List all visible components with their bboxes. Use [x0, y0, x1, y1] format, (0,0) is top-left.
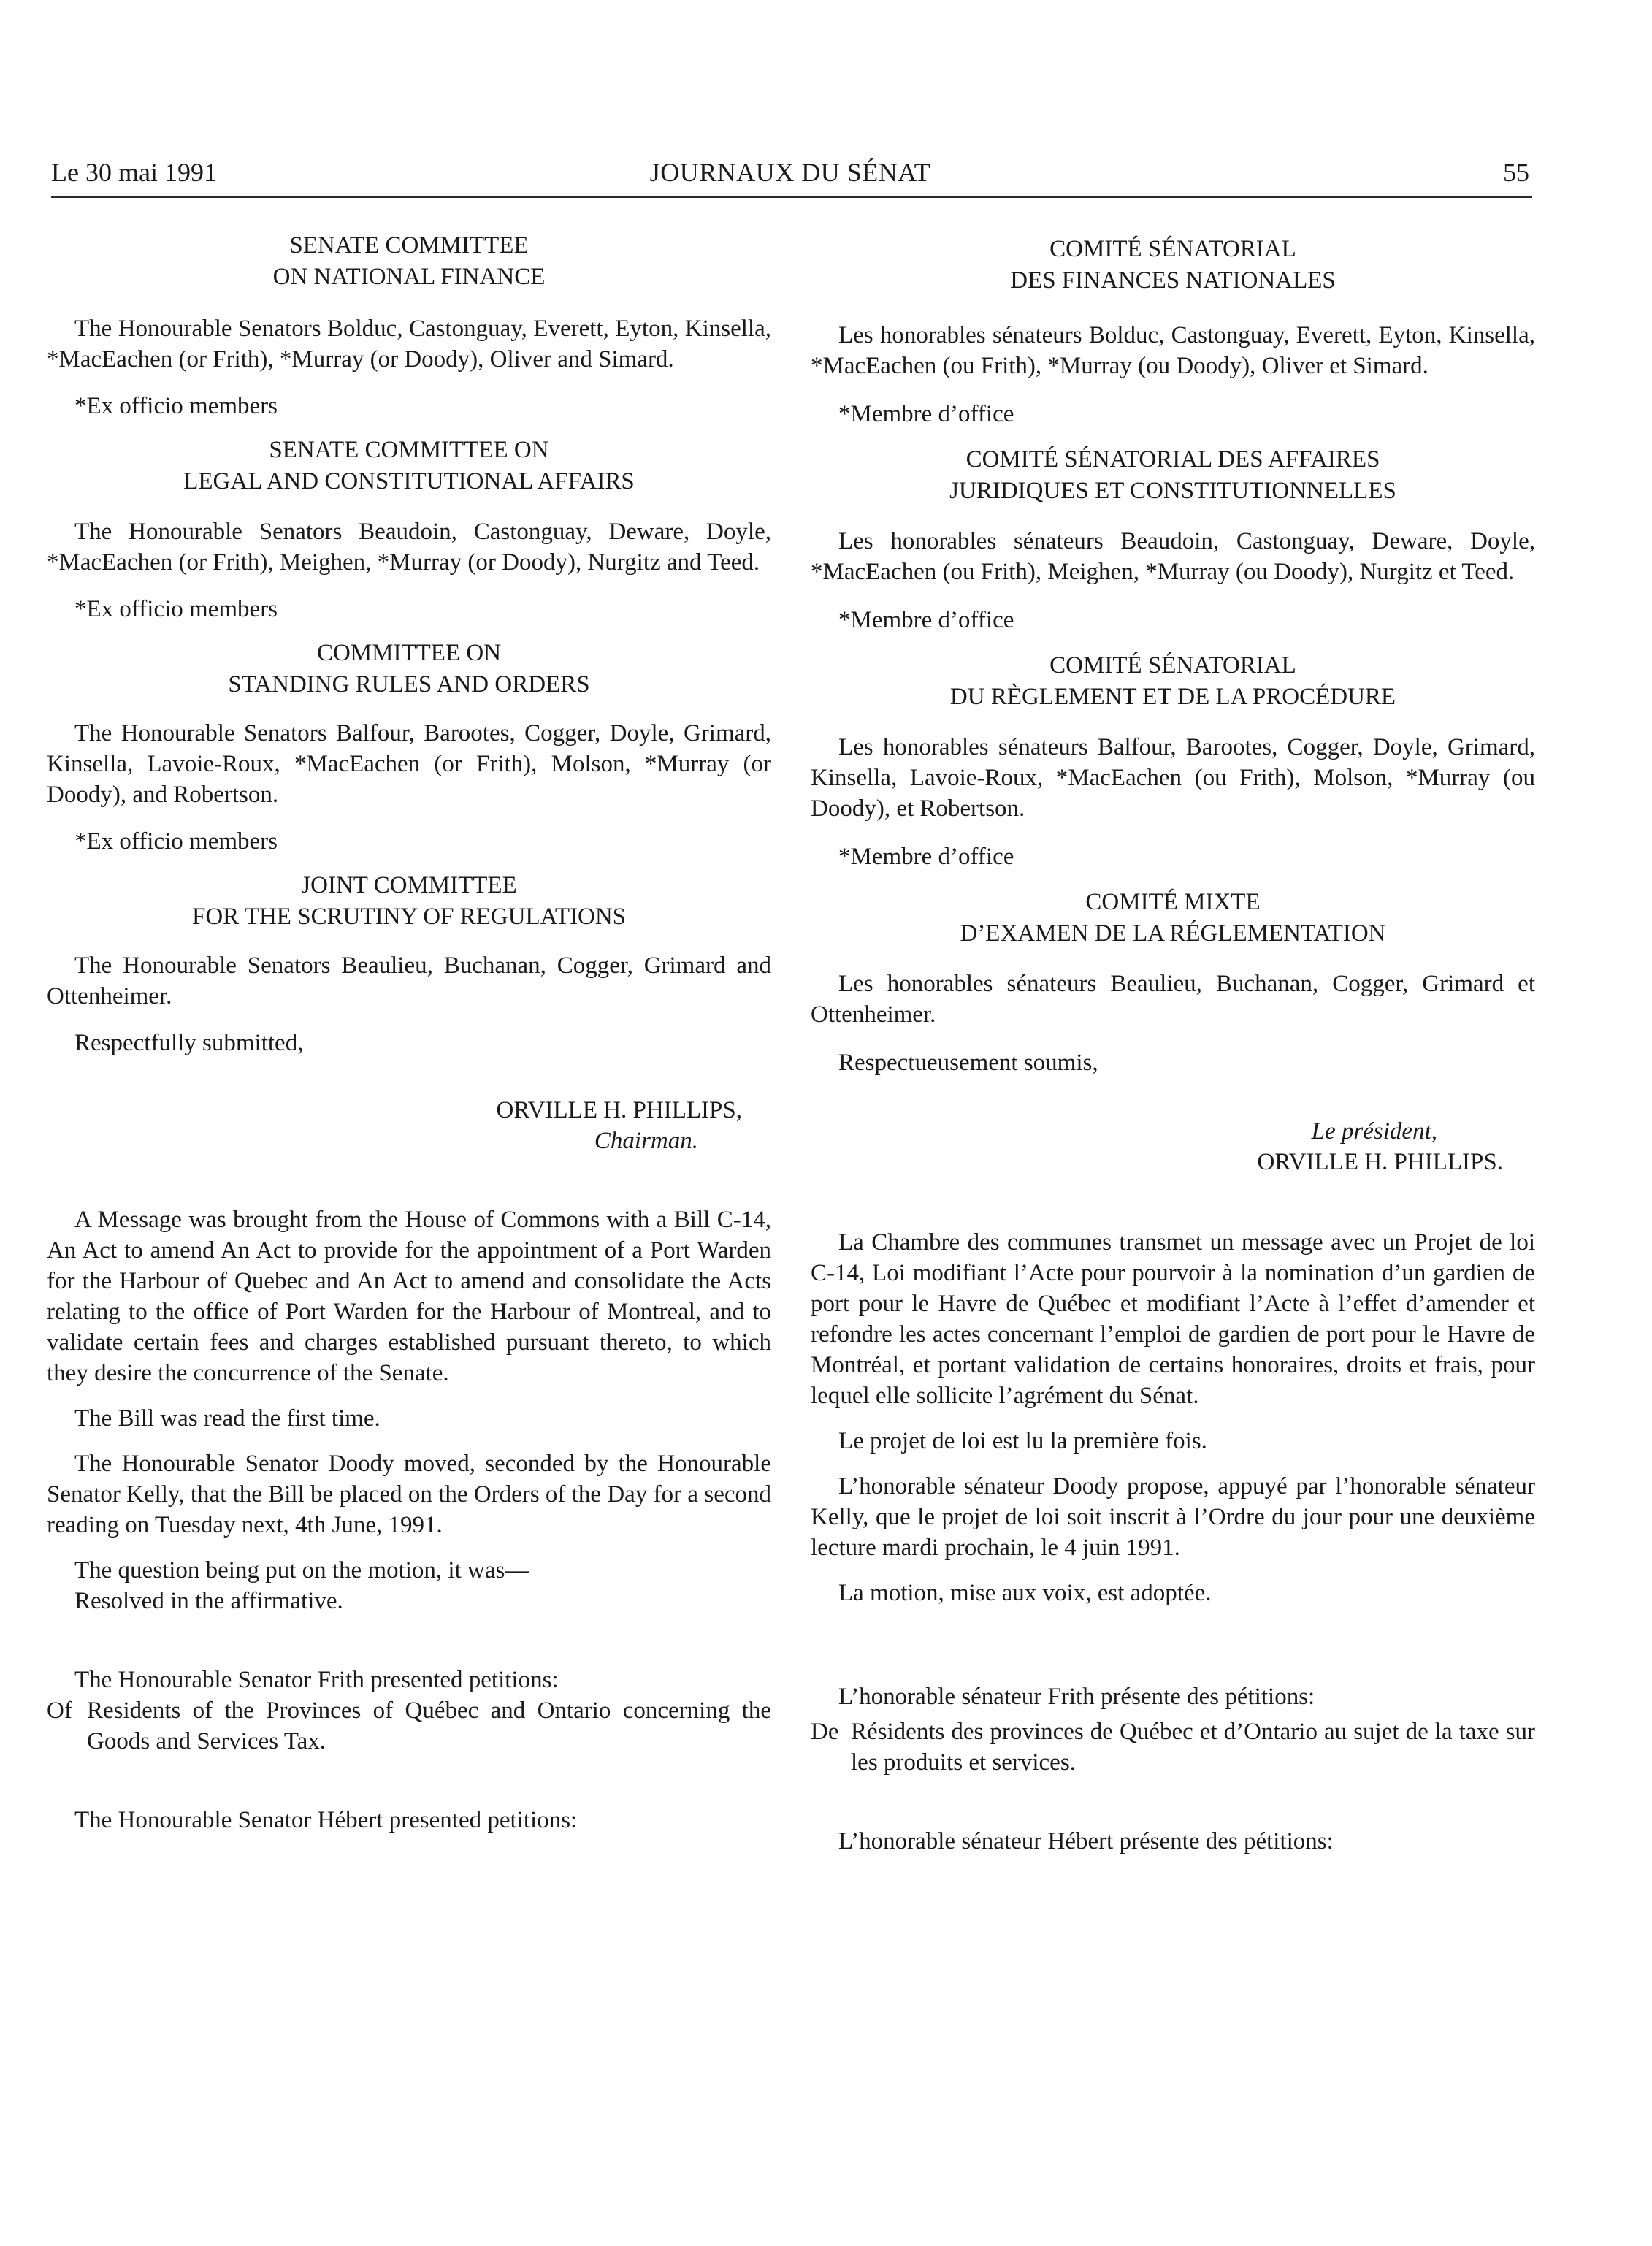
- fr-frith-item: [811, 1716, 1535, 1778]
- en-first-reading: The Bill was read the first time.: [74, 1405, 381, 1432]
- fr-rules-note: *Membre d’office: [838, 844, 1014, 870]
- english-column: [47, 219, 771, 1836]
- fr-hebert: L’honorable sénateur Hébert présente des pétitions:: [838, 1828, 1334, 1855]
- fr-finance-note: *Membre d’office: [838, 401, 1014, 427]
- fr-signature-name: ORVILLE H. PHILLIPS.: [1257, 1149, 1503, 1175]
- en-frith-item: [47, 1695, 771, 1757]
- fr-frith-item-text: Résidents des provinces de Québec et d’Ontario au sujet de la taxe sur les produits et services.: [851, 1719, 1535, 1776]
- en-rules-heading: COMMITTEE ON STANDING RULES AND ORDERS: [228, 640, 590, 698]
- fr-joint-heading: COMITÉ MIXTE D’EXAMEN DE LA RÉGLEMENTATION: [960, 889, 1386, 947]
- fr-legal-heading: COMITÉ SÉNATORIAL DES AFFAIRES JURIDIQUES ET CONSTITUTIONNELLES: [949, 446, 1396, 504]
- page-number: 55: [1503, 158, 1529, 187]
- en-message: A Message was brought from the House of Commons with a Bill C-14, An Act to amend An Act to provide for the appointment of a Port Warden for the Harbour of Quebec and An Act to amend and consolidate the Acts relating to the office of Port Warden for the Harbour of Montreal, and to validate certain fees and charges established pursuant thereto, to which they desire the concurrence of the Senate.: [47, 1207, 771, 1386]
- fr-finance-heading: COMITÉ SÉNATORIAL DES FINANCES NATIONALES: [1010, 236, 1336, 294]
- en-legal-heading: SENATE COMMITTEE ON LEGAL AND CONSTITUTIONAL AFFAIRS: [183, 437, 635, 494]
- fr-legal-members: Les honorables sénateurs Beaudoin, Castonguay, Deware, Doyle, *MacEachen (ou Frith), Meighen, *Murray (ou Doody), Nurgitz et Teed.: [811, 528, 1535, 585]
- fr-signature: [811, 1116, 1535, 1177]
- fr-rules-heading: COMITÉ SÉNATORIAL DU RÈGLEMENT ET DE LA PROCÉDURE: [949, 652, 1396, 710]
- en-finance-heading: SENATE COMMITTEE ON NATIONAL FINANCE: [272, 232, 546, 290]
- en-rules-members: The Honourable Senators Balfour, Barootes, Cogger, Doyle, Grimard, Kinsella, Lavoie-Roux, *MacEachen (or Frith), Molson, *Murray (or Doody), and Robertson.: [47, 720, 771, 808]
- en-finance-note: *Ex officio members: [74, 393, 278, 419]
- fr-legal-note: *Membre d’office: [838, 607, 1014, 633]
- en-signature-name: ORVILLE H. PHILLIPS,: [496, 1097, 742, 1123]
- running-head: [51, 152, 1529, 193]
- fr-joint-members: Les honorables sénateurs Beaulieu, Buchanan, Cogger, Grimard et Ottenheimer.: [811, 971, 1535, 1028]
- fr-frith: L’honorable sénateur Frith présente des pétitions:: [838, 1684, 1315, 1710]
- en-joint-members: The Honourable Senators Beaulieu, Buchanan, Cogger, Grimard and Ottenheimer.: [47, 952, 771, 1009]
- en-question: The question being put on the motion, it was—: [74, 1557, 529, 1584]
- en-signature-title: Chairman.: [594, 1128, 698, 1154]
- fr-signature-title: Le président,: [1311, 1118, 1437, 1145]
- en-frith-item-text: Residents of the Provinces of Québec and Ontario concerning the Goods and Services Tax.: [87, 1697, 771, 1754]
- en-rules-note: *Ex officio members: [74, 828, 278, 855]
- en-closing: Respectfully submitted,: [74, 1030, 304, 1056]
- fr-message: La Chambre des communes transmet un message avec un Projet de loi C-14, Loi modifiant l’Acte pour pourvoir à la nomination d’un gardien de port pour le Havre de Québec et modifiant l’Acte à l’effet d’amender et refondre les actes concernant l’emploi de gardien de port pour le Havre de Montréal, et portant validation de certains honoraires, droits et frais, pour lequel elle sollicite l’agrément du Sénat.: [811, 1229, 1535, 1409]
- header-title: JOURNAUX DU SÉNAT: [649, 158, 931, 187]
- en-motion: The Honourable Senator Doody moved, seconded by the Honourable Senator Kelly, that the Bill be placed on the Orders of the Day for a second reading on Tuesday next, 4th June, 1991.: [47, 1451, 771, 1538]
- en-joint-heading: JOINT COMMITTEE FOR THE SCRUTINY OF REGULATIONS: [191, 872, 627, 930]
- header-rule: [51, 196, 1532, 198]
- header-date: Le 30 mai 1991: [51, 158, 217, 187]
- en-legal-note: *Ex officio members: [74, 596, 278, 622]
- en-frith: The Honourable Senator Frith presented petitions:: [74, 1667, 559, 1693]
- en-signature: [47, 1095, 771, 1156]
- en-hebert: The Honourable Senator Hébert presented petitions:: [74, 1807, 578, 1833]
- french-column: [811, 219, 1535, 1857]
- fr-adopted: La motion, mise aux voix, est adoptée.: [838, 1580, 1212, 1606]
- fr-closing: Respectueusement soumis,: [838, 1050, 1098, 1076]
- en-finance-members: The Honourable Senators Bolduc, Castonguay, Everett, Eyton, Kinsella, *MacEachen (or Frith), *Murray (or Doody), Oliver and Simard.: [47, 316, 771, 373]
- fr-first-reading: Le projet de loi est lu la première fois.: [838, 1428, 1207, 1454]
- fr-motion: L’honorable sénateur Doody propose, appuyé par l’honorable sénateur Kelly, que le projet de loi soit inscrit à l’Ordre du jour pour une deuxième lecture mardi prochain, le 4 juin 1991.: [811, 1473, 1535, 1561]
- fr-frith-item-lead: De: [811, 1719, 839, 1745]
- en-frith-item-lead: Of: [47, 1697, 72, 1724]
- fr-rules-members: Les honorables sénateurs Balfour, Barootes, Cogger, Doyle, Grimard, Kinsella, Lavoie-Roux, *MacEachen (ou Frith), Molson, *Murray (ou Doody), et Robertson.: [811, 734, 1535, 822]
- fr-finance-members: Les honorables sénateurs Bolduc, Castonguay, Everett, Eyton, Kinsella, *MacEachen (ou Frith), *Murray (ou Doody), Oliver et Simard.: [811, 322, 1535, 379]
- en-legal-members: The Honourable Senators Beaudoin, Castonguay, Deware, Doyle, *MacEachen (or Frith), Meighen, *Murray (or Doody), Nurgitz and Teed.: [47, 519, 771, 576]
- en-resolved: Resolved in the affirmative.: [74, 1588, 343, 1614]
